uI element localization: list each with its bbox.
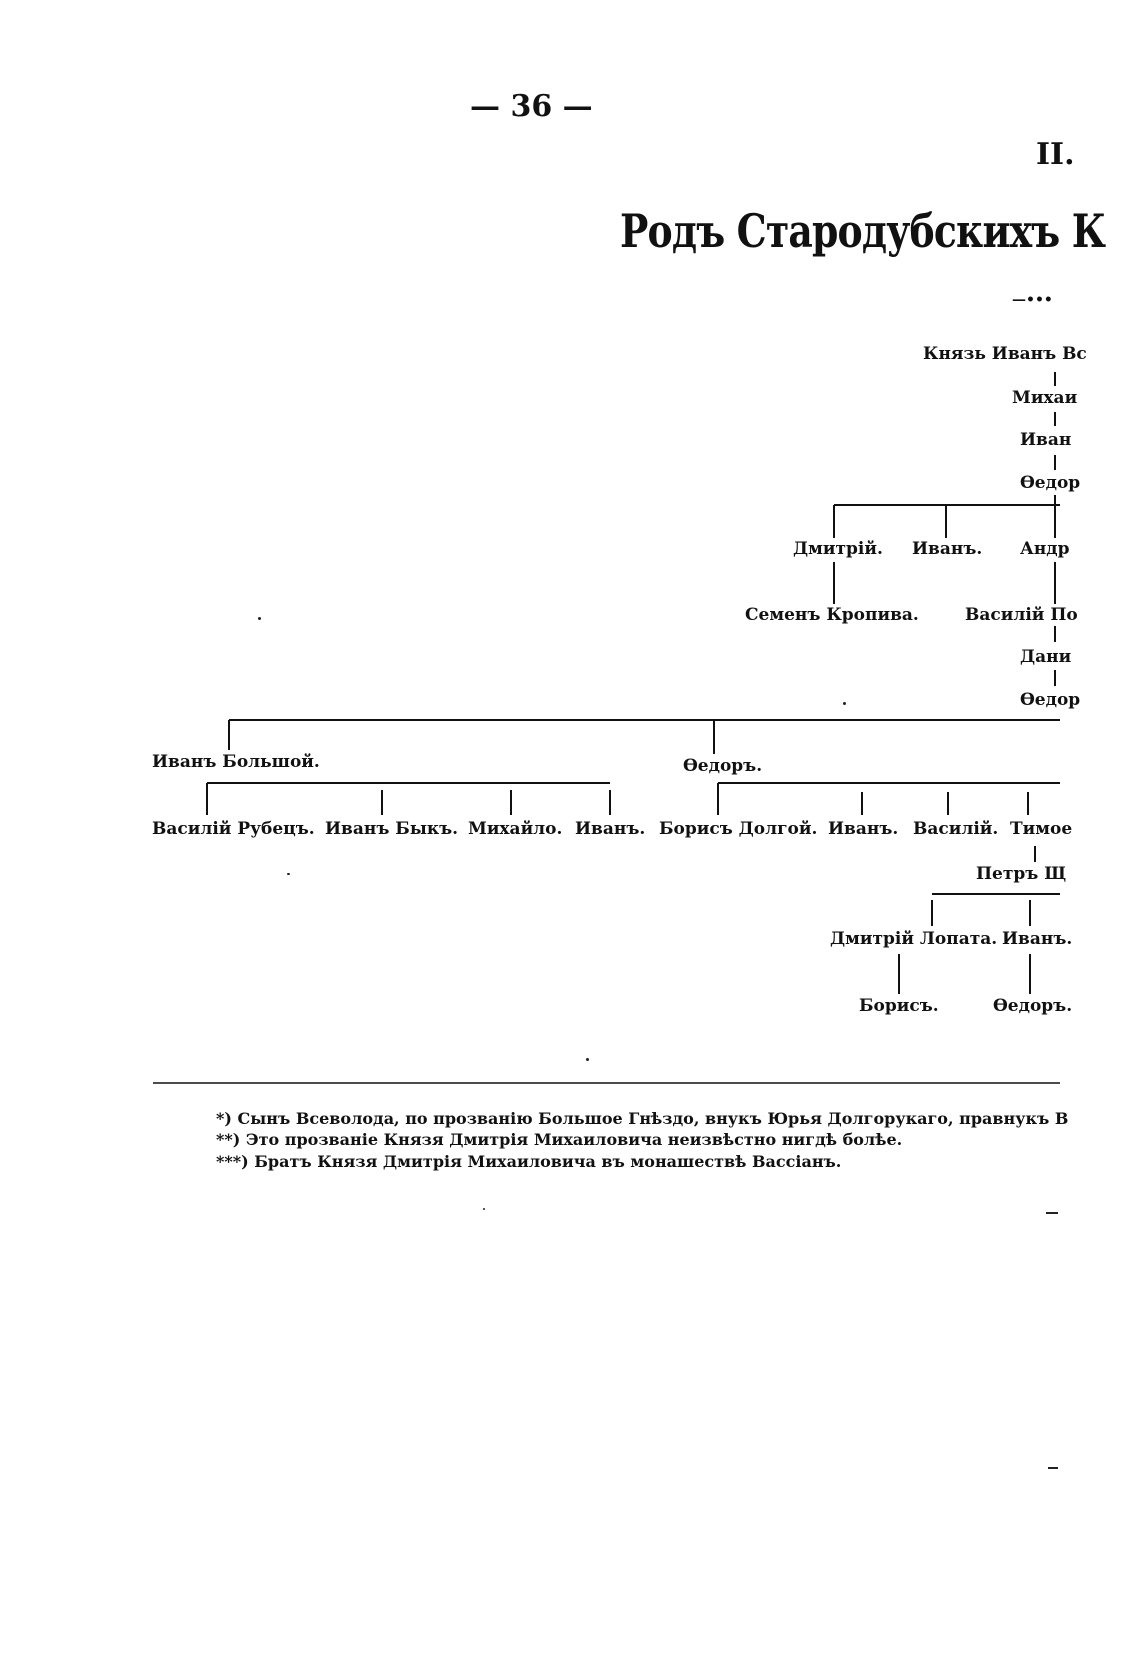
header-ornament: —••• [1012, 292, 1053, 308]
tree-node-ivan-byk: Иванъ Быкъ. [325, 819, 459, 839]
tree-node-mikhailo: Михайло. [468, 819, 563, 839]
tree-node-fedor-g9: Ѳедоръ. [683, 756, 763, 776]
page-number: — 36 — [470, 89, 593, 124]
tree-node-vasily-g10: Василій. [913, 819, 999, 839]
page-title: Родъ Стародубскихъ К [620, 204, 1106, 258]
tree-node-andrey: Андр [1020, 539, 1070, 559]
tree-node-fedor-g13: Ѳедоръ. [993, 996, 1073, 1016]
tree-node-vasily-rubets: Василій Рубецъ. [152, 819, 315, 839]
scan-speck [586, 1058, 589, 1061]
tree-node-fedor-g8: Ѳедор [1020, 690, 1081, 710]
tree-node-vasily-g6: Василій По [965, 605, 1078, 625]
tree-node-mikhail: Михаи [1012, 388, 1078, 408]
scan-speck [483, 1208, 485, 1210]
tree-node-ivan-bolshoy: Иванъ Большой. [152, 752, 320, 772]
scan-speck [843, 702, 846, 705]
tree-node-daniil: Дани [1020, 647, 1072, 667]
tree-node-ivan-g12: Иванъ. [1002, 929, 1073, 949]
section-mark: II. [1036, 137, 1075, 172]
footnote-1: *) Сынъ Всеволода, по прозванію Большое Гнѣздо, внукъ Юрья Долгорукаго, правнукъ В [216, 1109, 1069, 1128]
tree-node-petr: Петръ Щ [976, 864, 1067, 884]
tree-node-timofey: Тимое [1010, 819, 1073, 839]
scan-speck [1048, 1467, 1058, 1469]
tree-node-ivan-g10b: Иванъ. [828, 819, 899, 839]
tree-node-ivan-g5: Иванъ. [912, 539, 983, 559]
tree-node-fedor-g4: Ѳедор [1020, 473, 1081, 493]
footnote-3: ***) Братъ Князя Дмитрія Михаиловича въ монашествѣ Вассіанъ. [216, 1152, 842, 1171]
scan-speck [287, 873, 290, 875]
tree-node-dmitry: Дмитрій. [793, 539, 883, 559]
tree-node-ivan-vsevolodovich: Князь Иванъ Вс [923, 344, 1087, 364]
footnote-2: **) Это прозваніе Князя Дмитрія Михаиловича неизвѣстно нигдѣ болѣе. [216, 1130, 903, 1149]
tree-node-boris-dolgoy: Борисъ Долгой. [659, 819, 818, 839]
tree-node-dmitry-lopata: Дмитрій Лопата. [830, 929, 998, 949]
scan-speck [1046, 1212, 1058, 1214]
tree-node-ivan-g3: Иван [1020, 430, 1072, 450]
tree-node-semen-kropiva: Семенъ Кропива. [745, 605, 919, 625]
scan-speck [258, 617, 261, 620]
tree-node-boris: Борисъ. [859, 996, 939, 1016]
tree-node-ivan-g10a: Иванъ. [575, 819, 646, 839]
